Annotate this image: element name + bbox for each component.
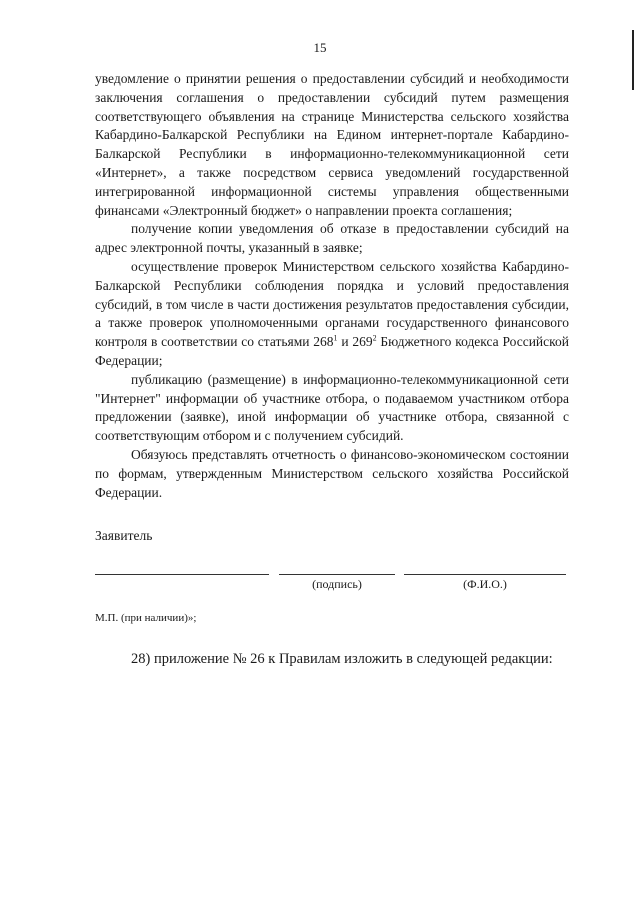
inspections-text: осуществление проверок Министерством сельского хозяйства Кабардино-Балкарской Республики соблюдения порядка и условий предоставления субсидий, в том числе в части достижения результатов предоставления субсидии, а также проверок уполномоченными органами государственного финансового контроля в соответствии со статьями 268	[95, 258, 569, 350]
amendment-line: 28) приложение № 26 к Правилам изложить в следующей редакции:	[131, 651, 553, 667]
paragraph-refusal-copy: получение копии уведомления об отказе в предоставлении субсидий на адрес электронной почты, указанный в заявке;	[95, 221, 569, 256]
name-caption: (Ф.И.О.)	[463, 577, 507, 591]
paragraph-inspections	[95, 258, 569, 371]
stamp-note: М.П. (при наличии)»;	[95, 612, 197, 624]
signature-line-1	[95, 574, 269, 575]
inspections-text-middle: и 269	[337, 334, 373, 350]
signature-caption: (подпись)	[312, 577, 362, 591]
scan-edge-line	[632, 30, 634, 90]
applicant-label: Заявитель	[95, 528, 153, 543]
paragraph-publication: публикацию (размещение) в информационно-телекоммуникационной сети "Интернет" информации об участнике отбора, о подаваемом участником отбора предложении (заявке), иной информации об участнике отбора, связанной с соответствующим отбором и с получением субсидий.	[95, 371, 569, 444]
inspections-text-end: Бюджетного кодекса Российской Федерации;	[95, 334, 569, 368]
signature-line-3	[404, 574, 566, 575]
page-number: 15	[313, 40, 327, 55]
body-text	[95, 70, 569, 502]
signature-line-2	[279, 574, 395, 575]
superscript-1: 1	[333, 333, 338, 343]
paragraph-reporting: Обязуюсь представлять отчетность о финансово-экономическом состоянии по формам, утвержденным Министерством сельского хозяйства Российской Федерации.	[95, 446, 569, 500]
paragraph-notification: уведомление о принятии решения о предоставлении субсидий и необходимости заключения соглашения о предоставлении субсидий путем размещения соответствующего объявления на странице Министерства сельского хозяйства Кабардино-Балкарской Республики на Едином интернет-портале Кабардино-Балкарской Республики в информационно-телекоммуникационной сети «Интернет», а также посредством сервиса уведомлений государственной интегрированной информационной системы управления общественными финансами «Электронный бюджет» о направлении проекта соглашения;	[95, 71, 569, 218]
superscript-2: 2	[372, 333, 377, 343]
